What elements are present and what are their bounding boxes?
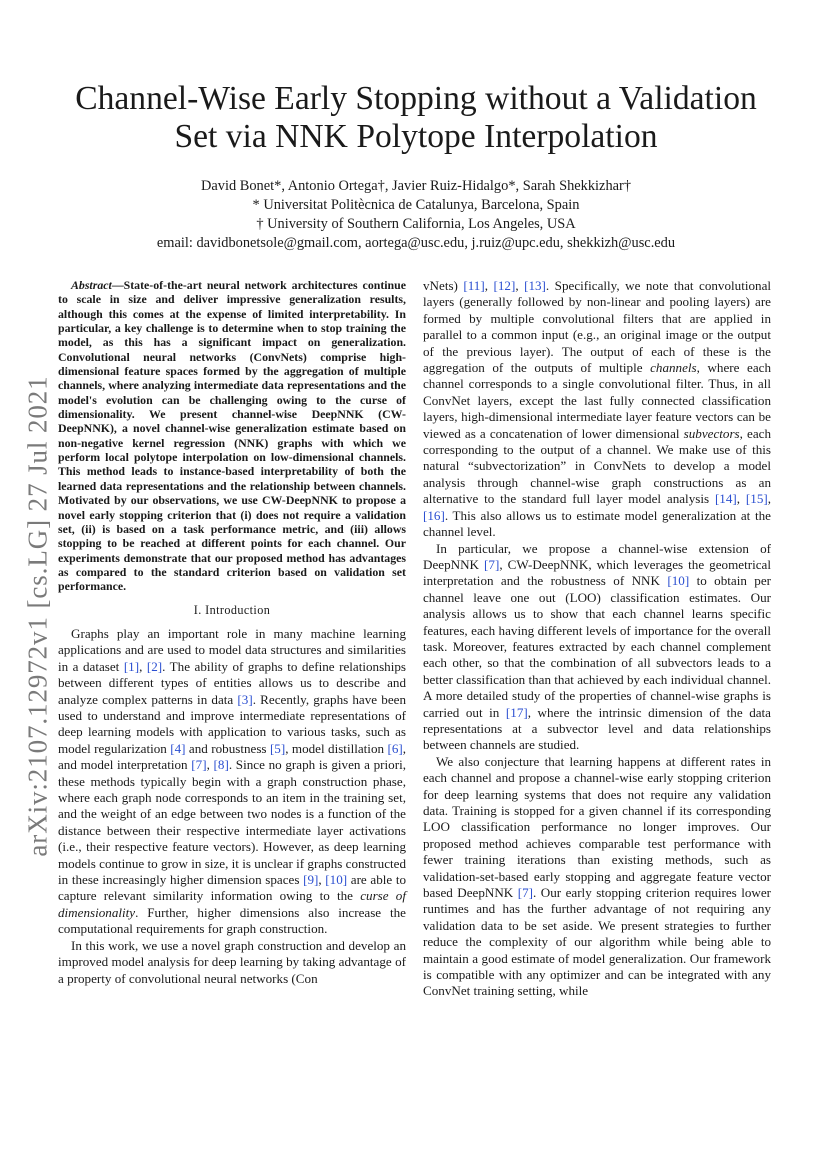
citation-link[interactable]: [11] [463,278,485,293]
intro-paragraph-continued [423,278,771,541]
citation-link[interactable]: [5] [269,740,286,756]
body-text-run: to obtain per channel leave one out (LOO) classification estimates. Our analysis allows us to show that each channel learns specific features, each having different levels of importance for the overall task. Moreover, features extracted by each channel complement each other, so that the combination of all subvectors leads to a better classification than that achieved by each individual channel. A more detailed study of the properties of channel-wise graphs is carried out in [423,573,771,720]
intro-paragraph-2 [58,938,406,987]
body-text-run: are able to capture relevant similarity information owing to the [58,872,407,904]
body-text-run: . The ability of graphs to define relationships between different types of entities allows us to describe and analyze complex patterns in data [58,658,407,707]
body-text-run: In this work, we use a novel graph construction and develop an improved model analysis for deep learning by taking advantage of a property of convolutional neural networks (Con [58,937,406,986]
body-text-run: . Specifically, we note that convolutional layers (generally followed by non-linear and pooling layers) are formed by multiple convolutional filters that are applied in parallel to a common input (e.g., an original image or the output of the previous layer). The output of each of these is the aggregation of the outputs of multiple [423,278,772,376]
body-text-run: . Recently, graphs have been used to understand and improve intermediate representations of deep learning models with application to various tasks, such as model regularization [58,691,407,756]
body-text-run: , [515,278,525,293]
author-names: David Bonet*, Antonio Ortega†, Javier Ruiz-Hidalgo*, Sarah Shekkizhar† [200,178,632,194]
abstract [58,278,406,594]
body-text-run: , and model interpretation [58,740,407,773]
citation-link[interactable]: [3] [237,691,253,707]
abstract-text: State-of-the-art neural network architectures continue to scale in size and deliver impressive generalization results, although this comes at the expense of limited interpretability. In particular, a key challenge is to determine when to stop training the model, as this has a significant impact on generalization. Convolutional neural networks (ConvNets) comprise high-dimensional feature spaces formed by the aggregation of multiple channels, where analyzing intermediate data representations and the model's evolution can be challenging owing to the curse of dimensionality. We present channel-wise DeepNNK (CW-DeepNNK), a novel channel-wise generalization estimate based on non-negative kernel regression (NNK) graphs with which we perform local polytope interpolation on low-dimensional channels. This method leads to instance-based interpretability of both the learned data representations and the relationship between channels. Motivated by our observations, we use CW-DeepNNK to propose a novel early stopping criterion that (i) does not require a validation set, (ii) is based on a task performance metric, and (iii) allows stopping to be reached at different points for each channel. Our experiments demonstrate that our proposed method has advantages as compared to the standard criterion based on validation set performance. [58,278,406,594]
body-text-run: . Our early stopping criterion requires lower runtimes and has the further advantage of not requiring any validation data to be set aside. We present strategies to further reduce the complexity of our algorithm while being able to maintain a good estimate of model generalization. Our framework is compatible with any optimizer and can be integrated with any ConvNet training setting, while [423,885,772,999]
body-text-run: . This also allows us to estimate model generalization at the channel level. [423,507,771,540]
body-text-run: , CW-DeepNNK, which leverages the geometrical interpretation and the robustness of NNK [423,556,771,589]
emphasized-text: subvectors [683,425,740,441]
right-column [423,278,771,1000]
body-text-run: , model distillation [285,740,388,756]
body-text-run: , [318,872,326,888]
body-text-run: , each corresponding to the output of a channel. We make use of this natural “subvectorization” in ConvNets to develop a model analysis through channel-wise graph constructions as an alternative to the standard full layer model analysis [423,425,772,507]
body-text-run: , [767,491,772,507]
affiliation-usc: † University of Southern California, Los Angeles, USA [256,216,576,232]
arxiv-stamp-text: arXiv:2107.12972v1 [cs.LG] 27 Jul 2021 [22,375,53,857]
citation-link[interactable]: [7] [517,885,534,901]
citation-link[interactable]: [7] [484,556,500,572]
intro-paragraph-3 [423,541,771,754]
author-block [60,177,772,253]
citation-link[interactable]: [9] [303,872,319,888]
citation-link[interactable]: [2] [146,658,163,674]
intro-paragraph-1 [58,626,406,938]
body-text-run: , where the intrinsic dimension of the data representations at a subvector level and data relationships between channels are studied. [423,704,771,753]
body-text-run: In particular, we propose a channel-wise extension of DeepNNK [423,540,771,572]
body-text-run: , [736,491,746,507]
paper-title [60,80,772,156]
citation-link[interactable]: [4] [170,740,186,756]
citation-link[interactable]: [17] [505,704,528,720]
citation-link[interactable]: [10] [325,872,348,888]
citation-link[interactable]: [10] [667,573,690,589]
arxiv-identifier-stamp [14,376,62,856]
citation-link[interactable]: [6] [387,740,403,756]
citation-link[interactable]: [8] [213,757,229,773]
body-text-run: , [139,658,147,674]
body-text-run: . Since no graph is given a priori, these methods typically begin with a graph construction phase, where each graph node corresponds to an item in the training set, and the weight of an edge between two nodes is a function of the distance between their respective intermediate layer activations (i.e., their respective feature vectors). However, as deep learning models continue to grow in size, it is unclear if graphs constructed in these increasingly higher dimension spaces [58,757,407,888]
body-text-run: , [206,757,214,773]
affiliation-upc: * Universitat Politècnica de Catalunya, Barcelona, Spain [252,197,580,213]
body-text-run: . Further, higher dimensions also increase the computational requirements for graph construction. [58,904,406,937]
citation-link[interactable]: [12] [493,278,516,293]
emphasized-text: curse of dimensionality [58,888,406,920]
abstract-dash: — [111,278,124,292]
citation-link[interactable]: [15] [745,491,768,507]
title-line-1: Channel-Wise Early Stopping without a Validation [75,80,757,117]
emphasized-text: channels [650,360,697,376]
body-text-run: vNets) [423,278,464,293]
citation-link[interactable]: [1] [123,658,140,674]
body-text-run: We also conjecture that learning happens at different rates in each channel and propose a channel-wise early stopping criterion for deep learning systems that does not require any validation data. Training is stopped for a given channel if its corresponding LOO classification performance no longer improves. Our proposed method achieves comparable test performance with fewer training iterations than existing methods, such as validation-set-based early stopping and aggregate feature vector based DeepNNK [423,753,771,901]
body-text-run: Graphs play an important role in many machine learning applications and are used to model data structures and similarities in a dataset [58,625,406,674]
section-heading-introduction: I. Introduction [193,602,271,617]
citation-link[interactable]: [7] [191,757,207,773]
body-text-run: , [484,278,494,293]
title-line-2: Set via NNK Polytope Interpolation [174,118,658,155]
author-emails: email: davidbonetsole@gmail.com, aortega@usc.edu, j.ruiz@upc.edu, shekkizh@usc.edu [156,235,676,251]
body-text-run: and robustness [185,740,270,756]
left-column [58,278,406,987]
citation-link[interactable]: [14] [714,491,737,507]
abstract-lead: Abstract [71,278,112,292]
body-text-run: , where each channel corresponds to a single convolutional filter. Thus, in all ConvNet layers, except the last fully connected classification layers, high-dimensional intermediate layer feature vectors can be viewed as a concatenation of lower dimensional [423,360,771,441]
citation-link[interactable]: [13] [524,278,546,293]
citation-link[interactable]: [16] [423,507,445,523]
intro-paragraph-4 [423,754,771,1000]
